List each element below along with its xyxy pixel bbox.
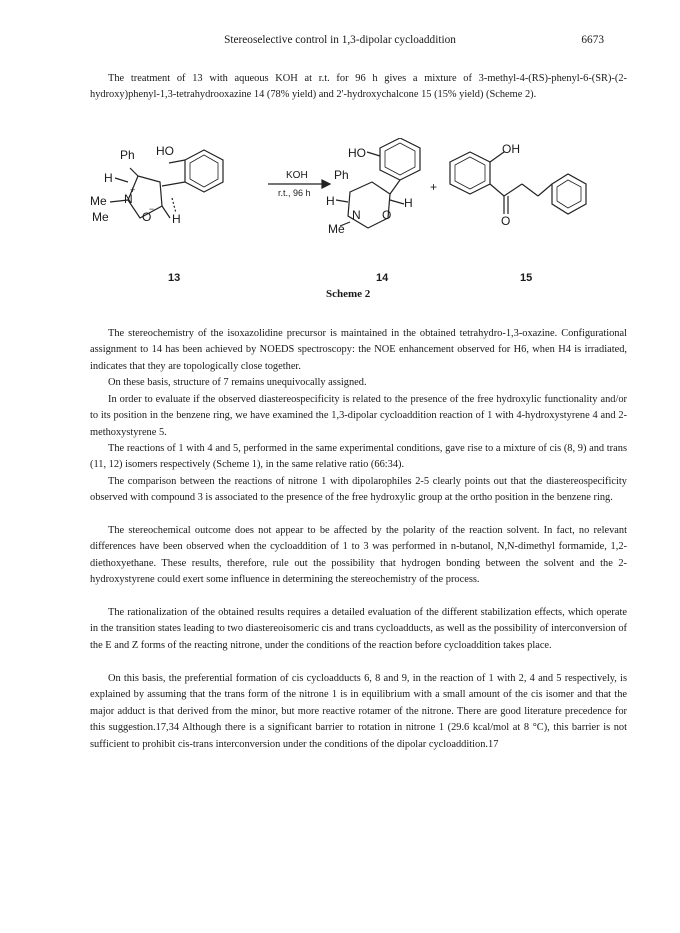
compound-15-structure: [450, 152, 586, 214]
atom-label: H: [104, 171, 113, 185]
reagent-top: KOH: [286, 170, 308, 181]
paragraph-2: On these basis, structure of 7 remains unequivocally assigned.: [108, 377, 367, 388]
compound-label-13: 13: [168, 272, 181, 284]
paragraph-8: On this basis, the preferential formation of cis cycloadducts 6, 8 and 9, in the reaction of 1 with 2, 4 and 5 respectively, is explained by assuming that the trans form of the nitrone 1 is in equilibrium with a small amount of the cis isomer and that the major adduct is that derived from the minor, but more reactive rotamer of the nitrone. There are good literature precedence for this suggestion.17,34 Although there is a significant barrier to rotation in nitrone 1 (29.6 kcal/mol at 8 °C), this barrier is not sufficient to prohibit cis-trans interconversion under the conditions of the dipolar cycloaddition.17: [90, 673, 627, 750]
atom-label: H: [404, 196, 413, 210]
atom-label: OH: [502, 142, 520, 156]
scheme-caption: Scheme 2: [326, 288, 371, 300]
atom-label: O: [142, 210, 152, 224]
atom-label: N: [352, 208, 361, 222]
intro-paragraph: The treatment of 13 with aqueous KOH at r.t. for 96 h gives a mixture of 3-methyl-4-(RS)-phenyl-6-(SR)-(2-hydroxy)phenyl-1,3-tetrahydrooxazine 14 (78% yield) and 2'-hydroxychalcone 15 (15% yield) (Scheme 2).: [90, 73, 627, 101]
reagent-bottom: r.t., 96 h: [278, 188, 311, 198]
compound-label-15: 15: [520, 272, 533, 284]
paragraph-1: The stereochemistry of the isoxazolidine precursor is maintained in the obtained tetrahydro-1,3-oxazine. Configurational assignment to 14 has been achieved by NOEDS spectroscopy: the NOE enhancement observed for H6, when H4 is irradiated, indicates that they are topologically close together.: [90, 328, 627, 372]
plus-sign: +: [430, 180, 438, 194]
scheme-2: [90, 138, 627, 308]
running-title: Stereoselective control in 1,3-dipolar cycloaddition: [224, 34, 456, 46]
paragraph-6: The stereochemical outcome does not appear to be affected by the polarity of the reaction solvent. In fact, no relevant differences have been observed when the cycloaddition of 1 to 3 was performed in n-butanol, N,N-dimethyl formamide, 1,2-diethoxyethane. These results, therefore, rule out the possibility that hydrogen bonding between the solvent and the 2-hydroxystyrene could exert some influence in determining the stereochemistry of the process.: [90, 525, 627, 586]
atom-label: O: [501, 214, 511, 228]
atom-label: Me: [92, 210, 109, 224]
atom-label: O: [382, 208, 392, 222]
paragraph-3: In order to evaluate if the observed diastereospecificity is related to the presence of the free hydroxylic functionality and/or to its position in the benzene ring, we have examined the 1,3-dipolar cycloaddition reaction of 1 with 4-hydroxystyrene 4 and 2-methoxystyrene 5.: [90, 394, 627, 438]
atom-label: Ph: [334, 168, 349, 182]
paragraph-4: The reactions of 1 with 4 and 5, performed in the same experimental conditions, gave rise to a mixture of cis (8, 9) and trans (11, 12) isomers respectively (Scheme 1), in the same relative ratio (66:34).: [90, 443, 627, 471]
paragraph-7: The rationalization of the obtained results requires a detailed evaluation of the different stabilization effects, which operate in the transition states leading to two diastereoisomeric cis and trans cycloadducts, as well as the possibility of interconversion of the E and Z forms of the reacting nitrone, under the conditions of the reaction before cycloaddition takes place.: [90, 607, 627, 651]
atom-label: Ph: [120, 148, 135, 162]
atom-label: +: [130, 185, 136, 195]
atom-label: N: [124, 192, 133, 206]
atom-label: Me: [90, 194, 107, 208]
reaction-arrow: [268, 180, 330, 188]
atom-label: HO: [348, 146, 366, 160]
running-header: [0, 34, 680, 50]
compound-label-14: 14: [376, 272, 389, 284]
atom-label: Me: [328, 222, 345, 236]
paragraph-5: The comparison between the reactions of nitrone 1 with dipolarophiles 2-5 clearly points out that the diastereospecificity observed with compound 3 is associated to the presence of the free hydroxylic group at the ortho position in the benzene ring.: [90, 476, 627, 504]
atom-label: H: [172, 212, 181, 226]
atom-label: HO: [156, 144, 174, 158]
atom-label: H: [326, 194, 335, 208]
page-number: 6673: [581, 34, 604, 46]
atom-label: −: [149, 204, 155, 214]
